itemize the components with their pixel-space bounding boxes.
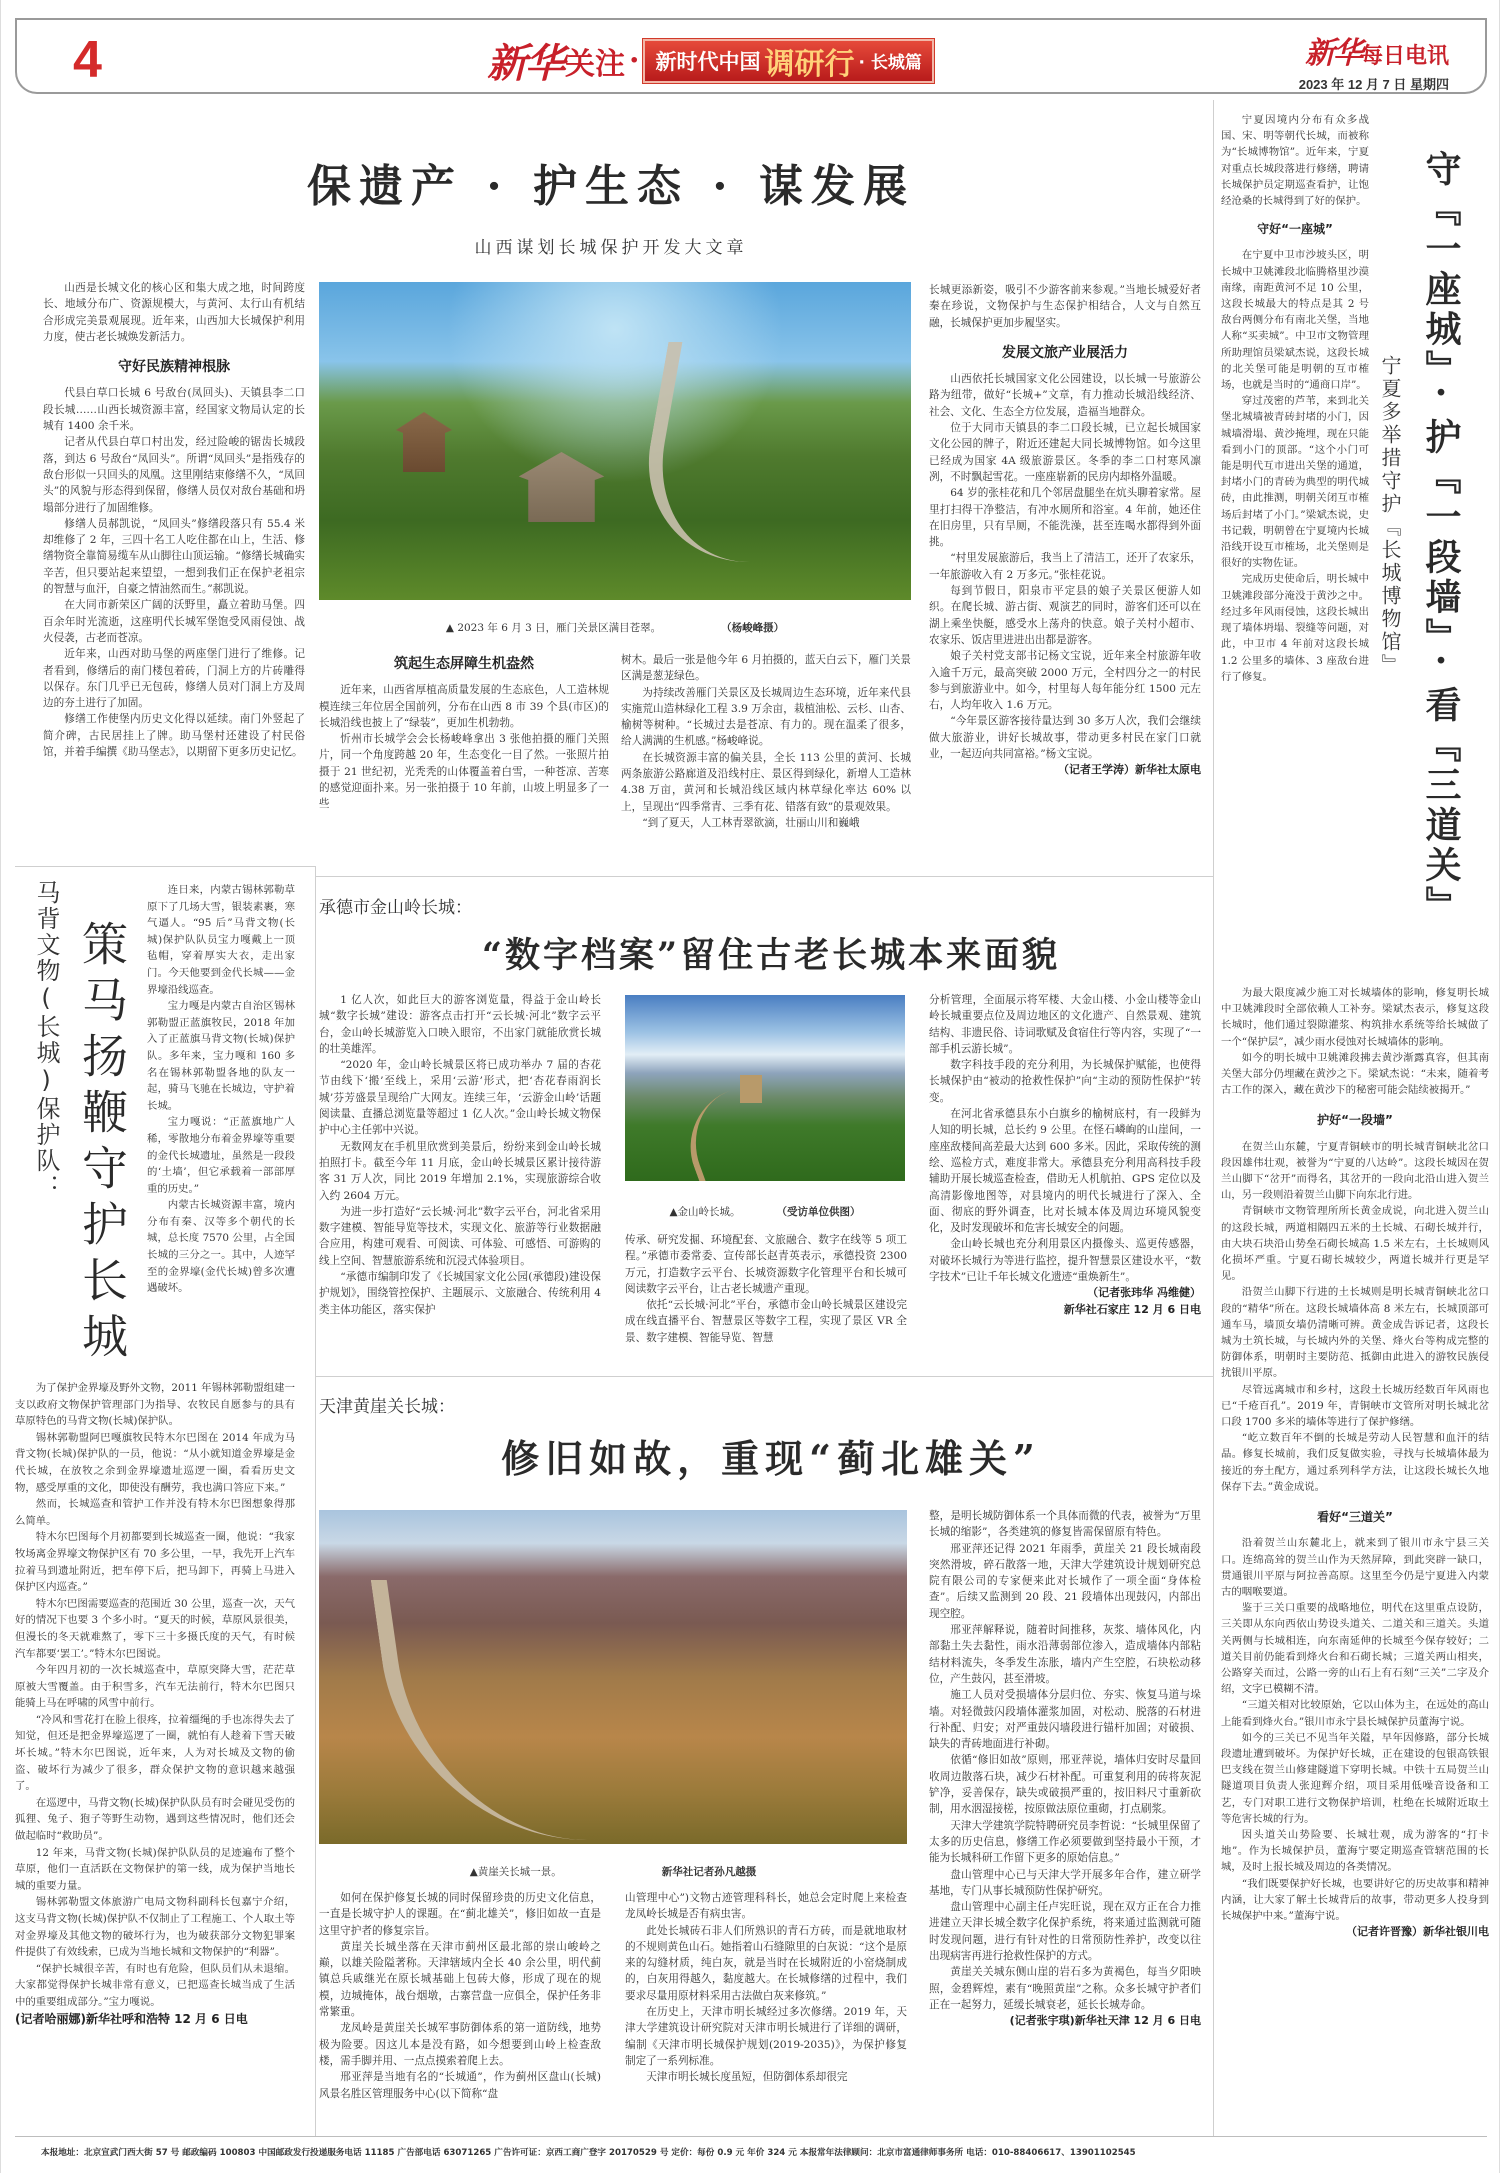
shanxi-section1-title: 守好民族精神根脉 bbox=[118, 359, 230, 376]
paragraph: “保护长城很辛苦，有时也有危险，但队员们从未退缩。大家都觉得保护长城非常有意义，已把巡查长城当成了生活中的重要组成部分。”宝力嘎说。 bbox=[15, 1962, 295, 2008]
jinshanling-headline: “数字档案”留住古老长城本来面貌 bbox=[481, 935, 1061, 976]
paragraph: 沿贺兰山脚下行进的土长城则是明长城青铜峡北岔口段的“精华”所在。这段长城墙体高 8 米左右，长城顶部可通车马，墙顶女墙仍清晰可辨。黄金成告诉记者，这段长城为土筑长城，与长城内外的关堡、烽火台等构成完整的防御体系，明朝时主要防范、抵御由此进入的游牧民族侵扰银川平原。 bbox=[1221, 1286, 1489, 1380]
paragraph: 数字科技手段的充分利用，为长城保护赋能，也使得长城保护由“被动的抢救性保护”向“主动的预防性保护”转变。 bbox=[929, 1059, 1201, 1104]
paragraph: “承德市编制印发了《长城国家文化公园(承德段)建设保护规划》，围绕管控保护、主题展示、文旅融合、传统利用 4 类主体功能区，落实保护 bbox=[319, 1271, 601, 1316]
shanxi-column-1 bbox=[43, 280, 305, 760]
paragraph: 近年来，山西省厚植高质量发展的生态底色，人工造林规模连续三年位居全国前列，分布在山西 8 市 39 个县(市区)的长城沿线也披上了“绿装”，更加生机勃勃。 bbox=[319, 684, 609, 729]
paragraph: “三道关相对比较原始，它以山体为主，在远处的高山上能看到烽火台。”银川市永宁县长城保护员董海宁说。 bbox=[1221, 1699, 1489, 1728]
paragraph: 在长城资源丰富的偏关县，全长 113 公里的黄河、长城两条旅游公路廊道及沿线村庄、景区得到绿化，新增人工造林 4.38 万亩，黄河和长城沿线区域内林草绿化率达 60% 以上，呈现出“四季常青、三季有花、错落有致”的景观效果。 bbox=[621, 751, 911, 813]
paragraph: “村里发展旅游后，我当上了清洁工，还开了农家乐，一年旅游收入有 2 万多元。”张桂花说。 bbox=[929, 552, 1201, 581]
paragraph: 在巡逻中，马背文物(长城)保护队队员有时会碰见受伤的狐狸、兔子、狍子等野生动物，遇到这些情况时，他们还会做起临时“救助员”。 bbox=[15, 1796, 295, 1843]
paragraph: 宝力嘎是内蒙古自治区锡林郭勒盟正蓝旗牧民，2018 年加入了正蓝旗马背文物(长城)保护队。多年来，宝力嘎和 160 多名在锡林郭勒盟各地的队友一起，骑马飞驰在长城边，守护着长城。 bbox=[147, 1000, 295, 1112]
shanxi-byline: （记者王学涛）新华社太原电 bbox=[1058, 763, 1201, 777]
paragraph: 近年来，山西对助马堡的两座堡门进行了维修。记者看到，修缮后的南门楼包着砖，门洞上方的片砖雕得以保存。东门几乎已无包砖，修缮人员对门洞上方及周边的夯土进行了加固。 bbox=[43, 648, 305, 710]
paragraph: 12 年来，马背文物(长城)保护队队员的足迹遍布了整个草原，他们一直活跃在文物保护的第一线，成为保护当地长城的重要力量。 bbox=[15, 1846, 295, 1892]
paragraph: 龙凤岭是黄崖关长城军事防御体系的第一道防线，地势极为险要。因这儿本是没有路，如今想要到山岭上检查敌楼，需手脚并用、一点点摸索着爬上去。 bbox=[319, 2022, 601, 2067]
inner-mongolia-top-column bbox=[147, 882, 295, 1297]
shanxi-section2-title: 筑起生态屏障生机盎然 bbox=[394, 656, 534, 672]
shanxi-column-2 bbox=[319, 652, 609, 813]
great-wall-shape bbox=[630, 342, 911, 562]
paragraph: 黄崖关关城东侧山崖的岩石多为黄褐色，每当夕阳映照，金碧辉煌，素有“晚照黄崖”之称。众多长城守护者们正在一起努力，延缓长城衰老，延长长城寿命。 bbox=[929, 1966, 1201, 2011]
caption-text: ▲ 2023 年 6 月 3 日，雁门关景区满目苍翠。 bbox=[445, 622, 662, 634]
paragraph: 完成历史使命后，明长城中卫姚滩段部分淹没于黄沙之中。经过多年风雨侵蚀，这段长城出现了墙体坍塌、裂缝等问题，对此，中卫市 4 年前对这段长城 1.2 公里多的墙体、3 座敌台进行了修复。 bbox=[1221, 573, 1369, 683]
paragraph: 如今的明长城中卫姚滩段拂去黄沙渐露真容，但其南关堡大部分仍埋藏在黄沙之下。梁斌杰说：“未来，随着考古工作的深入，藏在黄沙下的秘密可能会陆续被揭开。” bbox=[1221, 1051, 1489, 1097]
masthead bbox=[15, 18, 1487, 94]
paragraph: 特木尔巴图每个月初都要到长城巡查一圈，他说：“我家牧场离金界壕文物保护区有 70 多公里，一早，我先开上汽车拉着马到遗址附近，把车停下后，把马卸下，再骑上马进入保护区内巡查。” bbox=[15, 1531, 295, 1594]
paragraph: 今年四月初的一次长城巡查中，草原突降大雪，茫茫草原被大雪覆盖。由于积雪多，汽车无法前行，特木尔巴图只能骑上马在呼啸的风雪中前行。 bbox=[15, 1664, 295, 1710]
shanxi-column-4 bbox=[929, 282, 1201, 779]
paper-nameplate bbox=[1299, 28, 1449, 93]
photo-credit: （受访单位供图） bbox=[776, 1206, 861, 1218]
paragraph: 在宁夏中卫市沙坡头区，明长城中卫姚滩段北临腾格里沙漠南缘，南距黄河不足 10 公里，这段长城最大的特点是其 2 号敌台两侧分布有南北关堡，当地人称“买卖城”。中卫市文物管理所助理馆员梁斌杰说，这段长城的北关堡可能是明朝的互市榷场，也就是当时的“通商口岸”。 bbox=[1221, 249, 1369, 392]
paragraph: 无数网友在手机里欣赏到美景后，纷纷来到金山岭长城拍照打卡。截至今年 11 月底，金山岭长城景区累计接待游客 31 万人次，同比 2019 年增加 2.1%，实现旅游综合收入约 2604 万元。 bbox=[319, 1140, 601, 1202]
paragraph: 锡林郭勒盟阿巴嘎旗牧民特木尔巴图在 2014 年成为马背文物(长城)保护队的一员，他说：“从小就知道金界壕是金代长城，在放牧之余到金界壕遗址巡逻一圈，看看历史文物，感受厚重的文化，即使没有酬劳，我也满口答应下来。” bbox=[15, 1431, 295, 1494]
paragraph: 邢亚萍是当地有名的“长城通”，作为蓟州区盘山(长城)风景名胜区管理服务中心(以下简称“盘 bbox=[319, 2071, 601, 2100]
paragraph: 金山岭长城也充分利用景区内摄像头、巡更传感器，对破坏长城行为等进行监控，提升智慧景区建设水平，“数字技术”已让千年长城文化遗迹“重焕新生”。 bbox=[929, 1238, 1201, 1284]
paragraph: 盘山管理中心已与天津大学开展多年合作，建立研学基地，专门从事长城预防性保护研究。 bbox=[929, 1868, 1201, 1897]
huangyaguan-photo-caption bbox=[319, 1864, 907, 1879]
jinshanling-column-3 bbox=[929, 992, 1201, 1318]
pavilion-shape bbox=[389, 412, 459, 472]
ningxia-headline: 守『一座城』·护『一段墙』·看『三道关』 bbox=[1420, 150, 1462, 926]
paragraph: 忻州市长城学会会长杨峻峰拿出 3 张他拍摄的雁门关照片，同一个角度跨越 20 年，生态变化一目了然。一张照片拍摄于 21 世纪初，光秃秃的山体覆盖着白雪，一种苍凉、苦寒的感觉迎面扑来。另一张拍摄于 10 年前，山坡上明显多了一些 bbox=[319, 733, 609, 811]
ningxia-section1-title: 守好“一座城” bbox=[1257, 222, 1333, 237]
temple-shape bbox=[514, 452, 609, 522]
caption-text: ▲金山岭长城。 bbox=[669, 1206, 741, 1218]
paragraph: 天津大学建筑学院特聘研究员李哲说：“长城里保留了太多的历史信息，修缮工作必须要做到坚持最小干预，才能为长城科研工作留下更多的原始信息。” bbox=[929, 1819, 1201, 1865]
inner-mongolia-bottom-column bbox=[15, 1380, 295, 2027]
paragraph: 穿过茂密的芦苇，来到北关堡北城墙被青砖封堵的小门，因城墙滑塌、黄沙掩埋，现在只能看到小门的顶部。“这个小门可能是明代互市进出关堡的通道，封堵小门的青砖为典型的明代城砖，由此推测，明朝关闭互市榷场后封堵了小门。”梁斌杰说，史书记载，明朝曾在宁夏境内长城沿线开设互市榷场，北关堡则是很好的实物佐证。 bbox=[1221, 395, 1369, 570]
issue-date: 2023 年 12 月 7 日 星期四 bbox=[1298, 77, 1449, 92]
banner-part3: · 长城篇 bbox=[858, 53, 922, 73]
ningxia-wide-column bbox=[1221, 985, 1489, 1940]
photo-credit: （杨峻峰摄） bbox=[721, 622, 785, 634]
paragraph: 修缮工作使堡内历史文化得以延续。南门外竖起了简介碑，古民居挂上了牌。助马堡村还建设了村民俗馆，并着手编撰《助马堡志》，以期留下更多历史记忆。 bbox=[43, 713, 305, 759]
paragraph: “2020 年，金山岭长城景区将已成功举办 7 届的杏花节由线下‘搬’至线上，采用‘云游’形式，把‘杏花春雨润长城’芬芳盛景呈现给广大网友。连续三年，‘云游金山岭’话题阅读量、直播总浏览量等超过 1 亿人次。”金山岭长城文物保护中心主任郭中兴说。 bbox=[319, 1059, 601, 1137]
paragraph: 在历史上，天津市明长城经过多次修缮。2019 年，天津大学建筑设计研究院对天津市明长城进行了详细的调研，编制《天津市明长城保护规划(2019-2035)》，为保护修复制定了一系列标准。 bbox=[625, 2006, 907, 2067]
banner-part2: 调研行 bbox=[764, 46, 855, 82]
footer-divider bbox=[15, 2136, 1487, 2137]
page-number: 4 bbox=[73, 31, 102, 89]
paragraph: 每到节假日，阳泉市平定县的娘子关景区便游人如织。在爬长城、游古街、观演艺的同时，游客们还可以在湖上乘坐快艇，感受水上荡舟的快意。娘子关村小超市、农家乐、饭店里进进出出都是游客。 bbox=[929, 585, 1201, 646]
jinshanling-kicker: 承德市金山岭长城： bbox=[319, 898, 472, 918]
paragraph: 在河北省承德县东小白旗乡的榆树底村，有一段鲜为人知的明长城，总长约 9 公里。在怪石嶙峋的山崖间，一座座敌楼间高差最大达到 600 多米。因此，采取传统的测绘、巡检方式，难度非常大。承德县充分利用高科技手段辅助开展长城巡查检查，借助无人机航拍、GPS 定位以及高清影像地图等，对县境内的明代长城进行了深入、全面、彻底的野外调查，比对长城本体及周边环境风貌变化，及时发现破坏和危害长城安全的问题。 bbox=[929, 1108, 1201, 1235]
paragraph: 1 亿人次，如此巨大的游客浏览量，得益于金山岭长城“数字长城”建设：游客点击打开“云长城·河北”数字云平台，金山岭长城游览入口映入眼帘，不出家门就能欣赏长城的壮美雄浑。 bbox=[319, 994, 601, 1055]
paragraph: “屹立数百年不倒的长城是劳动人民智慧和血汗的结晶。修复长城前，我们反复做实验，寻找与长城墙体最为接近的夯土配方，通过系列科学方法，让这段长城长久地保存下去。”黄金成说。 bbox=[1221, 1432, 1489, 1493]
ningxia-lead: 宁夏因境内分布有众多战国、宋、明等朝代长城，而被称为“长城博物馆”。近年来，宁夏对重点长城段落进行修缮，聘请长城保护员定期巡查看护，让饱经沧桑的长城得到了好的保护。 bbox=[1221, 114, 1369, 208]
watchtower-shape bbox=[740, 1075, 762, 1103]
jinshanling-byline-reporters: （记者张玮华 冯维健） bbox=[1087, 1286, 1201, 1300]
paragraph: 施工人员对受损墙体分层归位、夯实、恢复马道与垛墙。对轻微鼓闪段墙体灌浆加固，对松动、脱落的石材进行补配、归安；对严重鼓闪墙段进行锚杆加固；对破损、缺失的青砖地面进行补砌。 bbox=[929, 1689, 1201, 1751]
divider bbox=[315, 866, 316, 2136]
paragraph: 然而，长城巡查和管护工作并没有特木尔巴图想象得那么简单。 bbox=[15, 1498, 295, 1527]
paragraph: 邢亚萍解释说，随着时间推移，灰浆、墙体风化，内部黏土失去黏性，雨水沿薄弱部位渗入，造成墙体内部粘结材料流失，冬季发生冻胀，墙内产生空腔，石块松动移位，产生鼓闪，甚至滑坡。 bbox=[929, 1624, 1201, 1685]
section-brand bbox=[487, 32, 934, 89]
paragraph: 修缮人员郝凯说，“凤回头”修缮段落只有 55.4 米却维修了 2 年，三四十名工人吃住都在山上，生活、修缮物资全靠简易缆车从山脚往山顶运输。“修缮长城确实辛苦，但只要站起来望望，一想到我们正在保护老祖宗的智慧与血汗，自豪之情油然而生。”郝凯说。 bbox=[43, 517, 305, 596]
photo-credit: 新华社记者孙凡越摄 bbox=[661, 1866, 757, 1878]
paragraph: 邢亚萍还记得 2021 年雨季，黄崖关 21 段长城南段突然滑坡，碎石散落一地，天津大学建筑设计规划研究总院有限公司的专家便来此对长城作了一项全面“身体检查”。后续又监测到 20 段、21 段墙体出现鼓闪，内部出现空腔。 bbox=[929, 1542, 1201, 1620]
paragraph: 长城更添新姿，吸引不少游客前来参观。”当地长城爱好者秦在珍说，文物保护与生态保护相结合，人文与自然互融，长城保护更加步履坚实。 bbox=[929, 284, 1201, 329]
inner-mongolia-byline: (记者哈丽娜)新华社呼和浩特 12 月 6 日电 bbox=[15, 2011, 248, 2026]
paragraph: 传承、研究发掘、环境配套、文旅融合、数字在线等 5 项工程。”承德市委常委、宣传部长赵青英表示，承德投资 2300 万元，打造数字云平台、长城资源数字化管理平台和长城可阅读数字云平台，让古老长城遗产重现。 bbox=[625, 1234, 907, 1295]
paragraph: 内蒙古长城资源丰富，境内分布有秦、汉等多个朝代的长城，总长度 7570 公里，占全国长城的三分之一。其中，人迹罕至的金界壕(金代长城)曾多次遭遇破坏。 bbox=[147, 1199, 295, 1295]
paragraph: 分析管理，全面展示将军楼、大金山楼、小金山楼等金山岭长城重要点位及周边地区的文化遗产、自然景观、建筑结构、非遗民俗、诗词歌赋及食宿住行等内容，实现了“一部手机云游长城”。 bbox=[929, 994, 1201, 1055]
paragraph: 青铜峡市文物管理所所长黄金成说，向北进入贺兰山的这段长城，两道相隔四五米的土长城、石砌长城并行，由大块石块沿山势垒石砌长城高 1.5 米左右，土长城则风化损坏严重。宁夏石砌长城较少，两道长城并行更是罕见。 bbox=[1221, 1205, 1489, 1283]
jinshanling-byline-dateline: 新华社石家庄 12 月 6 日电 bbox=[1063, 1302, 1201, 1316]
paragraph: 因头道关山势险要、长城壮观，成为游客的“打卡地”。作为长城保护员，董海宁要定期巡查管辖范围的长城，及时上报长城及周边的各类情况。 bbox=[1221, 1828, 1489, 1874]
huangyaguan-kicker: 天津黄崖关长城： bbox=[319, 1397, 455, 1417]
paragraph: 为进一步打造好“云长城·河北”数字云平台，河北省采用数字建模、智能导览等技术，实现文化、旅游等行业数据融合应用，构建可观看、可阅读、可体验、可感悟、可游购的线上空间、智慧旅游系统和沉浸式体验项目。 bbox=[319, 1205, 601, 1267]
paragraph: 为持续改善雁门关景区及长城周边生态环境，近年来代县实施荒山造林绿化工程 3.9 万余亩，栽植油松、云杉、山杏、榆树等树种。“长城过去是苍凉、有力的。现在温柔了很多，给人满满的生机感。”杨峻峰说。 bbox=[621, 686, 911, 748]
photo-jinshanling bbox=[625, 995, 905, 1181]
paragraph: 依循“修旧如故”原则，邢亚萍说，墙体归安时尽量回收周边散落石块，减少石材补配。可重复利用的砖将灰泥铲净，妥善保存，缺失或破损严重的，按旧料尺寸重新砍制，用水洇湿接槎，按原做法原位重砌，打点刷浆。 bbox=[929, 1754, 1201, 1816]
ningxia-subheadline: 宁夏多举措守护『长城博物馆』 bbox=[1378, 355, 1402, 677]
paragraph: 盘山管理中心副主任卢宪旺说，现在双方正在合力推进建立天津长城全数字化保护系统，将来通过监测就可随时发现问题，进行有针对性的日常预防性养护，改变以往出现病害再进行抢救性保护的方式。 bbox=[929, 1901, 1201, 1963]
paragraph: 黄崖关长城坐落在天津市蓟州区最北部的崇山峻岭之巅，以雄关险隘著称。天津辖域内全长 40 余公里，明代蓟镇总兵戚继光在原长城基础上包砖大修，形成了现在的规模，边城掩体，战台烟墩，古寨营盘一应俱全，保护任务非常繁重。 bbox=[319, 1940, 601, 2019]
paragraph: 在大同市新荣区广阔的沃野里，矗立着助马堡。四百余年时光流逝，这座明代长城军堡饱受风雨侵蚀、战火侵袭，古老而苍凉。 bbox=[43, 599, 305, 644]
paragraph: “到了夏天，人工林青翠欲滴，壮丽山川和巍峨 bbox=[642, 816, 860, 829]
photo-huangyaguan bbox=[319, 1510, 907, 1844]
huangyaguan-headline: 修旧如故，重现“蓟北雄关” bbox=[501, 1436, 1041, 1481]
divider bbox=[315, 876, 1213, 877]
paragraph: 代县白草口长城 6 号敌台(凤回头)、天镇县李二口段长城……山西长城资源丰富，经国家文物局认定的长城有 1400 余千米。 bbox=[43, 387, 305, 433]
ningxia-narrow-column bbox=[1221, 112, 1369, 685]
paragraph: 沿着贺兰山东麓北上，就来到了银川市永宁县三关口。连绵高耸的贺兰山作为天然屏障，到此突辟一缺口，贯通银川平原与阿拉善高原。这里至今仍是宁夏进入内蒙古的咽喉要道。 bbox=[1221, 1537, 1489, 1598]
paragraph: 64 岁的张桂花和几个邻居盘腿坐在炕头聊着家常。屋里打扫得干净整洁，有冲水厕所和浴室。4 年前，她还住在旧房里，只有旱厕，不能洗澡，甚至连喝水都得到外面挑。 bbox=[929, 487, 1201, 549]
paragraph: “我们既要保护好长城，也要讲好它的历史故事和精神内涵，让大家了解土长城背后的故事，带动更多人投身到长城保护中来。”董海宁说。 bbox=[1221, 1877, 1489, 1922]
paragraph: 为最大限度减少施工对长城墙体的影响，修复明长城中卫姚滩段时全部依赖人工补夯。梁斌杰表示，修复这段长城时，他们通过裂隙灌浆、构筑排水系统等给长城做了一个“保护层”，减少雨水侵蚀对长城墙体的影响。 bbox=[1221, 987, 1489, 1048]
paragraph: 在贺兰山东麓，宁夏青铜峡市的明长城青铜峡北岔口段因雄伟壮观，被誉为“宁夏的八达岭”。这段长城因在贺兰山脚下“岔开”而得名，其岔开的一段向北沿山进入贺兰山，另一段则沿着贺兰山脚下向东北行进。 bbox=[1221, 1140, 1489, 1202]
paragraph: 如何在保护修复长城的同时保留珍贵的历史文化信息，一直是长城守护人的课题。在“蓟北雄关”，修旧如故一直是这里守护者的修复宗旨。 bbox=[319, 1892, 601, 1937]
paragraph: 尽管远离城市和乡村，这段土长城历经数百年风雨也已“千疮百孔”。2019 年，青铜峡市文管所对明长城北岔口段 1700 多米的墙体等进行了保护修缮。 bbox=[1221, 1383, 1489, 1429]
paragraph: 依托“云长城·河北”平台，承德市金山岭长城景区建设完成在线直播平台、智慧景区等数字工程，实现了景区 VR 全景、数字建模、智能导览、智慧 bbox=[625, 1299, 907, 1344]
xinhua-script-logo: 新华 bbox=[487, 40, 563, 87]
jinshanling-column-2 bbox=[625, 1232, 907, 1346]
paragraph: 记者从代县白草口村出发，经过险峻的锯齿长城段落，到达 6 号敌台“凤回头”。所谓“凤回头”是指残存的敌台形似一只回头的凤凰。这里刚结束修缮不久，“凤回头”的风貌与形态得到保留，修缮人员仅对敌台基础和坍塌部分进行了加固维修。 bbox=[43, 436, 305, 514]
yanmen-photo-caption bbox=[319, 620, 911, 635]
shanxi-column-3 bbox=[621, 652, 911, 831]
ningxia-section3-title: 看好“三道关” bbox=[1317, 1510, 1393, 1525]
huangyaguan-column-1 bbox=[319, 1890, 601, 2102]
paragraph: 此处长城砖石非人们所熟识的青石方砖，而是就地取材的不规则黄色山石。她指着山石缝隙里的白灰说：“这个是原来的勾缝材质，纯白灰，就是当时在长城附近的小窑烧制成的，白灰用得越久，黏度越大。在长城修缮的过程中，我们要求尽量用原材料采用古法做白灰来修筑。” bbox=[625, 1924, 907, 2002]
paper-title: 每日电讯 bbox=[1360, 44, 1449, 69]
paragraph: 山西依托长城国家文化公园建设，以长城一号旅游公路为纽带，做好“长城+”文章，有力推动长城沿线经济、社会、文化、生态全方位发展，造福当地群众。 bbox=[929, 373, 1201, 418]
paragraph: 鉴于三关口重要的战略地位，明代在这里重点设防，三关即从东向西依山势设头道关、二道关和三道关。头道关两侧与长城相连，向东南延伸的长城至今保存较好；二道关目前仍能看到烽火台和石砌长城；三道关两山相夹，公路穿关而过，公路一旁的山石上有石刻“三关”二字及介绍，文字已模糊不清。 bbox=[1221, 1602, 1489, 1696]
huangyaguan-column-2 bbox=[625, 1890, 907, 2086]
shanxi-headline: 保遗产 · 护生态 · 谋发展 bbox=[307, 161, 915, 212]
inner-mongolia-kicker: 马背文物(长城)保护队： bbox=[32, 880, 60, 1200]
paragraph: 山管理中心”)文物古迹管理科科长，她总会定时爬上来检查龙凤岭长城是否有病虫害。 bbox=[625, 1892, 907, 1921]
shanxi-subheadline: 山西谋划长城保护开发大文章 bbox=[474, 238, 748, 258]
huangyaguan-byline: (记者张宇琪)新华社天津 12 月 6 日电 bbox=[1009, 2014, 1201, 2028]
paragraph: 锡林郭勒盟文体旅游广电局文物科副科长包嘉宁介绍，这支马背文物(长城)保护队不仅制止了工程施工、个人取土等对金界壕及其他文物的破坏行为，也为破获部分文物犯罪案件提供了有效线索，已成为当地长城和文物保护的“利器”。 bbox=[15, 1896, 295, 1959]
divider bbox=[315, 1376, 1213, 1377]
ningxia-byline: （记者许晋豫）新华社银川电 bbox=[1346, 1925, 1489, 1939]
photo-yanmenguan bbox=[319, 282, 911, 600]
paragraph: 整，是明长城防御体系一个具体而微的代表，被誉为“万里长城的缩影”，各类建筑的修复皆需保留原有特色。 bbox=[929, 1510, 1201, 1539]
paragraph: “今年景区游客接待量达到 30 多万人次，我们会继续做大旅游业，讲好长城故事，带动更多村民在家门口就业，一起迈向共同富裕。”杨文宝说。 bbox=[929, 715, 1201, 761]
separator-dot: · bbox=[629, 43, 640, 78]
ningxia-section2-title: 护好“一段墙” bbox=[1317, 1113, 1393, 1128]
paragraph: “冷风和雪花打在脸上很疼，拉着缰绳的手也冻得失去了知觉，但还是把金界壕巡逻了一圈，就怕有人趁着下雪天破坏长城。”特木尔巴图说，近年来，人为对长城及文物的偷盗、破坏行为减少了很多，群众保护文物的意识越来越强了。 bbox=[15, 1713, 295, 1793]
paragraph: 为了保护金界壕及野外文物，2011 年锡林郭勒盟组建一支以政府文物保护管理部门为指导、农牧民自愿参与的具有草原特色的马背文物(长城)保护队。 bbox=[15, 1382, 295, 1428]
divider bbox=[15, 866, 315, 867]
inner-mongolia-headline: 策马扬鞭守护长城 bbox=[75, 920, 129, 1368]
paragraph: 位于大同市天镇县的李二口段长城，已立起长城国家文化公园的牌子，附近还建起大同长城博物馆。如今这里已经成为国家 4A 级旅游景区。冬季的李二口村寒风凛冽，不时飘起雪花。一座座崭新的民房内却格外温暖。 bbox=[929, 422, 1201, 483]
banner-part1: 新时代中国 bbox=[655, 49, 761, 74]
paragraph: 天津市明长城长度虽短，但防御体系却很完 bbox=[646, 2071, 848, 2084]
section-name: 关注 bbox=[565, 46, 625, 82]
huangyaguan-column-3 bbox=[929, 1508, 1201, 2030]
xinhua-script-logo: 新华 bbox=[1304, 36, 1361, 71]
shanxi-section3-title: 发展文旅产业展活力 bbox=[1002, 344, 1128, 361]
caption-text: ▲黄崖关长城一景。 bbox=[469, 1866, 562, 1878]
series-banner bbox=[643, 39, 933, 83]
shanxi-lead: 山西是长城文化的核心区和集大成之地，时间跨度长、地域分布广、资源规模大，与黄河、太行山有机结合形成完美景观展现。近年来，山西加大长城保护利用力度，使古老长城焕发新活力。 bbox=[43, 282, 305, 343]
paragraph: 娘子关村党支部书记杨文宝说，近年来全村旅游年收入逾千万元，最高突破 2000 万元，全村四分之一的村民参与到旅游业中。如今，村里每人每年能分红 1500 元左右，人均年收入 1.6 万元。 bbox=[929, 650, 1201, 712]
paragraph: 树木。最后一张是他今年 6 月拍摄的，蓝天白云下，雁门关景区满是葱茏绿色。 bbox=[621, 654, 911, 683]
paragraph: 如今的三关已不见当年关隘，早年因修路，部分长城段遗址遭到破坏。为保护好长城，正在建设的包银高铁银巴支线在贺兰山修建隧道下穿明长城。中铁十五局贺兰山隧道项目负责人张迎辉介绍，项目采用低噪音设备和工艺，专门对职工进行文物保护培训，杜绝在长城附近取土等危害长城的行为。 bbox=[1221, 1731, 1489, 1825]
jinshanling-photo-caption bbox=[625, 1204, 905, 1219]
paragraph: 特木尔巴图需要巡查的范围近 30 公里，巡查一次，天气好的情况下也要 3 个多小时。“夏天的时候，草原风景很美，但漫长的冬天就难熬了，零下三十多摄氏度的天气，有时候汽车都要‘罢工’。”特木尔巴图说。 bbox=[15, 1597, 295, 1660]
great-wall-shape bbox=[371, 1580, 688, 1840]
paragraph: 宝力嘎说：“正蓝旗地广人稀，零散地分布着金界壕等重要的金代长城遗址，虽然是一段段的‘土墙’，但它承载着一部部厚重的历史。” bbox=[147, 1116, 295, 1195]
paragraph: 连日来，内蒙古锡林郭勒草原下了几场大雪，银装素裹，寒气逼人。“95 后”马背文物(长城)保护队队员宝力嘎戴上一顶毡帽，穿着厚实大衣，走出家门。今天他要到金代长城——金界壕沿线巡查。 bbox=[147, 884, 295, 996]
jinshanling-column-1 bbox=[319, 992, 601, 1318]
footer-imprint: 本报地址：北京宣武门西大街 57 号 邮政编码 100803 中国邮政发行投递服务电话 11185 广告部电话 63071265 广告许可证：京西工商广登字 20170529 号 定价：每份 0.9 元 年价 324 元 本报常年法律顾问：北京市富通律师事务所 电话：010-88406617、13901102545 bbox=[41, 2148, 1136, 2158]
divider bbox=[1213, 100, 1214, 2136]
